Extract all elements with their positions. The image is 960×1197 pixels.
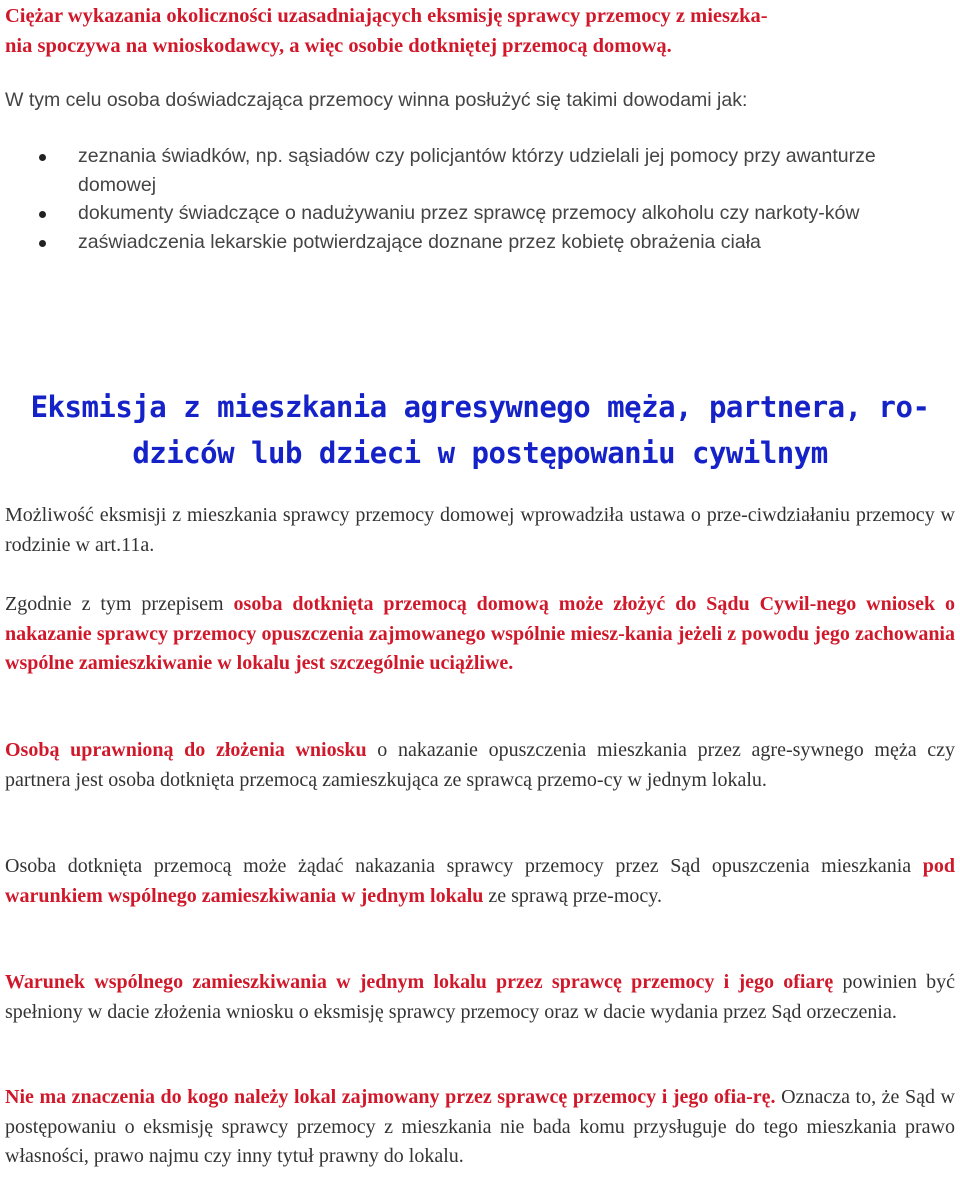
bullet-icon — [39, 211, 46, 218]
paragraph-ownership-irrelevant — [5, 1083, 955, 1172]
intro-bold-line-2: nia spoczywa na wnioskodawcy, a więc osobie dotkniętej przemocą domową. — [5, 35, 672, 57]
bullet-icon — [39, 154, 46, 161]
evidence-list — [0, 142, 955, 256]
paragraph-text: Osoba dotknięta przemocą może żądać nakazania sprawcy przemocy przez Sąd opuszczenia mieszkania — [5, 855, 923, 877]
paragraph-text: o nakazanie opuszczenia mieszkania przez agre-sywnego męża czy partnera jest osoba dotknięta przemocą zamieszkująca ze sprawcą przemo-cy w jednym lokalu. — [5, 739, 955, 791]
emphasis-text: Warunek wspólnego zamieszkiwania w jednym lokalu przez sprawcę przemocy i jego ofiarę — [5, 971, 834, 993]
list-item — [0, 142, 955, 199]
paragraph-text: powinien być spełniony w dacie złożenia wniosku o eksmisję sprawcy przemocy oraz w dacie wydania przez Sąd orzeczenia. — [5, 971, 956, 1023]
list-item-text: dokumenty świadczące o nadużywaniu przez sprawcę przemocy alkoholu czy narkoty-ków — [78, 202, 860, 224]
emphasis-text: Osobą uprawnioną do złożenia wniosku — [5, 739, 367, 761]
paragraph-cohabitation-condition — [5, 852, 955, 911]
bullet-icon — [39, 240, 46, 247]
paragraph-condition-timing — [5, 968, 955, 1027]
intro-bold-line-1: Ciężar wykazania okoliczności uzasadniających eksmisję sprawcy przemocy z mieszka- — [5, 5, 768, 27]
section-heading-line-2: dziców lub dzieci w postępowaniu cywilnym — [132, 436, 828, 470]
intro-bold-statement — [5, 1, 955, 61]
paragraph-entitled-person — [5, 736, 955, 795]
emphasis-text: osoba dotknięta przemocą domową może złożyć do Sądu Cywil-nego wniosek o nakazanie sprawcy przemocy opuszczenia zajmowanego wspólnie miesz-kania jeżeli z powodu jego zachowania wspólne zamieszkiwanie w lokalu jest szczególnie uciążliwe. — [5, 593, 955, 674]
emphasis-text: Nie ma znaczenia do kogo należy lokal zajmowany przez sprawcę przemocy i jego ofia-rę. — [5, 1086, 776, 1108]
paragraph-text: ze sprawą prze-mocy. — [483, 884, 662, 907]
section-heading-line-1: Eksmisja z mieszkania agresywnego męża, partnera, ro- — [30, 390, 930, 424]
list-item — [0, 228, 955, 257]
list-item-text: zaświadczenia lekarskie potwierdzające doznane przez kobietę obrażenia ciała — [78, 230, 761, 253]
emphasis-text: pod warunkiem wspólnego zamieszkiwania w jednym lokalu — [5, 855, 955, 907]
list-item — [0, 199, 955, 228]
paragraph-text: Zgodnie z tym przepisem — [5, 593, 234, 615]
list-item-text: zeznania świadków, np. sąsiadów czy policjantów którzy udzielali jej pomocy przy awanturze domowej — [78, 145, 876, 196]
paragraph-text: Oznacza to, że Sąd w postępowaniu o eksmisję sprawcy przemocy z mieszkania nie bada komu przysługuje do tego mieszkania prawo własności, prawo najmu czy inny tytuł prawny do lokalu. — [5, 1086, 955, 1167]
section-heading — [0, 384, 960, 476]
evidence-lead-text: W tym celu osoba doświadczająca przemocy winna posłużyć się takimi dowodami jak: — [5, 89, 748, 111]
paragraph-who-may-apply — [5, 590, 955, 679]
paragraph-legal-basis: Możliwość eksmisji z mieszkania sprawcy przemocy domowej wprowadziła ustawa o prze-ciwdziałaniu przemocy w rodzinie w art.11a. — [5, 504, 955, 556]
